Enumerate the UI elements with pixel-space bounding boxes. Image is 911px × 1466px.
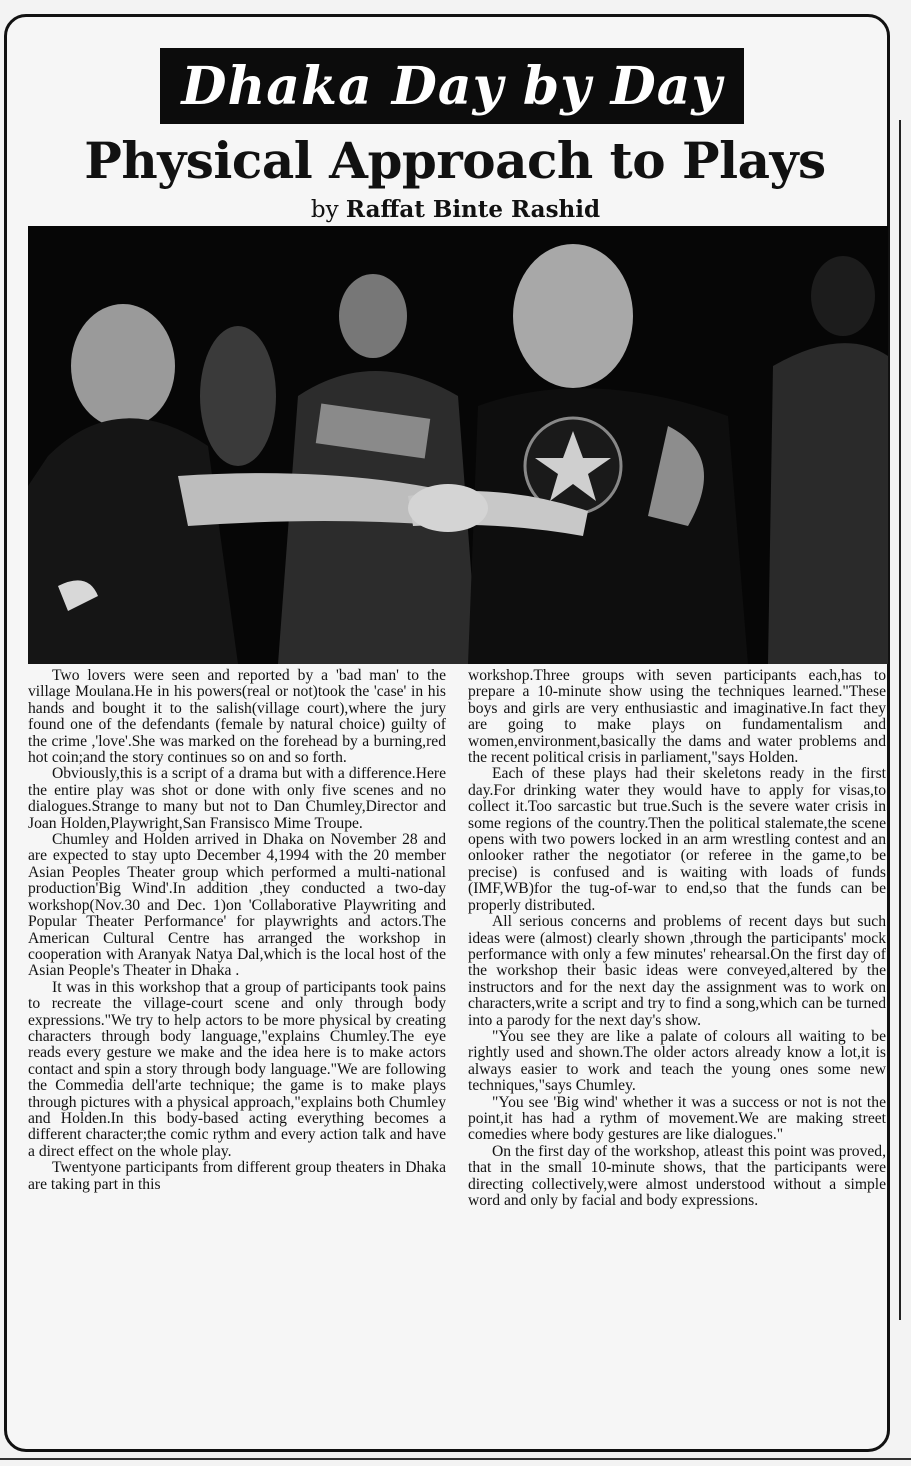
article-paragraph: "You see they are like a palate of colours all waiting to be rightly used and shown.The older actors already know a lot,it is always easier to work and teach the young ones some new techniques,"says Chumley.: [468, 1027, 886, 1095]
photo-icon: [28, 226, 888, 664]
byline: [0, 196, 911, 223]
byline-prefix: by: [310, 197, 339, 223]
article-left-column: [28, 668, 446, 1193]
article-right-column: [468, 668, 886, 1209]
workshop-photo: [28, 226, 888, 664]
byline-author: Raffat Binte Rashid: [345, 196, 601, 223]
article-paragraph: "You see 'Big wind' whether it was a success or not is not the point,it has had a rythm of movement.We are making street comedies where body gestures are like dialogues.": [468, 1093, 886, 1144]
article-paragraph: Twentyone participants from different group theaters in Dhaka are taking part in this: [28, 1159, 446, 1193]
article-paragraph: Obviously,this is a script of a drama but with a difference.Here the entire play was shot or done with only five scenes and no dialogues.Strange to many but not to Dan Chumley,Director and Joan Holden,Playwright,San Fransisco Mime Troupe.: [28, 765, 446, 832]
section-banner: [160, 48, 744, 124]
article-paragraph: Each of these plays had their skeletons ready in the first day.For drinking water they would have to apply for visas,to collect it.Too sarcastic but true.Such is the severe water crisis in some regions of the country.Then the political stalemate,the scene opens with two powers locked in an arm wrestling contest and an onlooker rather the negotiator (or referee in the game,to be precise) is confused and is waiting with loads of funds (IMF,WB)for the tug-of-war to end,so that the funds can be properly distributed.: [468, 765, 886, 914]
article-paragraph: workshop.Three groups with seven participants each,has to prepare a 10-minute show using the techniques learned."These boys and girls are very enthusiastic and imaginative.In fact they are going to make plays on fundamentalism and women,environment,basically the dams and water problems and the recent political crisis in parliament,"says Holden.: [468, 667, 886, 767]
article-paragraph: It was in this workshop that a group of participants took pains to recreate the village-court scene and only through body expressions."We try to help actors to be more physical by creating characters through body language,"explains Chumley.The eye reads every gesture we make and the idea here is to make actors contact and spin a story through body language."We are following the Commedia dell'arte technique; the game is to make plays through pictures with a physical approach,"explains both Chumley and Holden.In this body-based acting everything becomes a different character;the comic rythm and every action talk and have a direct effect on the whole play.: [28, 978, 446, 1160]
headline: Physical Approach to Plays: [84, 131, 826, 190]
article-paragraph: Two lovers were seen and reported by a 'bad man' to the village Moulana.He in his powers(real or not)took the 'case' in his hands and bought it to the salish(village court),where the jury found one of the defendants (female by natural choice) guilty of the crime ,'love'.She was marked on the forehead by a burning,red hot coin;and the story continues so on and so forth.: [28, 667, 446, 767]
page-bottom-rule: [0, 1458, 911, 1460]
article-paragraph: Chumley and Holden arrived in Dhaka on November 28 and are expected to stay upto December 4,1994 with the 20 member Asian Peoples Theater group which performed a multi-national production'Big Wind'.In addition ,they conducted a two-day workshop(Nov.30 and Dec. 1)on 'Collaborative Playwriting and Popular Theater Performance' for playwrights and actors.The American Cultural Centre has arranged the workshop in cooperation with Aranyak Natya Dal,which is the local host of the Asian People's Theater in Dhaka .: [28, 831, 446, 980]
section-banner-title: Dhaka Day by Day: [181, 55, 723, 117]
article-paragraph: On the first day of the workshop, atleast this point was proved, that in the small 10-minute shows, that the participants were directing collectively,were almost understood without a simple word and only by facial and body expressions.: [468, 1142, 886, 1209]
article-paragraph: All serious concerns and problems of recent days but such ideas were (almost) clearly shown ,through the participants' mock performance with only a few minutes' rehearsal.On the first day of the workshop their basic ideas were conveyed,altered by the instructors and for the next day the assignment was to work on characters,write a script and try to find a song,which can be turned into a parody for the next day's show.: [468, 913, 886, 1029]
adjacent-column-edge: [899, 120, 911, 1320]
